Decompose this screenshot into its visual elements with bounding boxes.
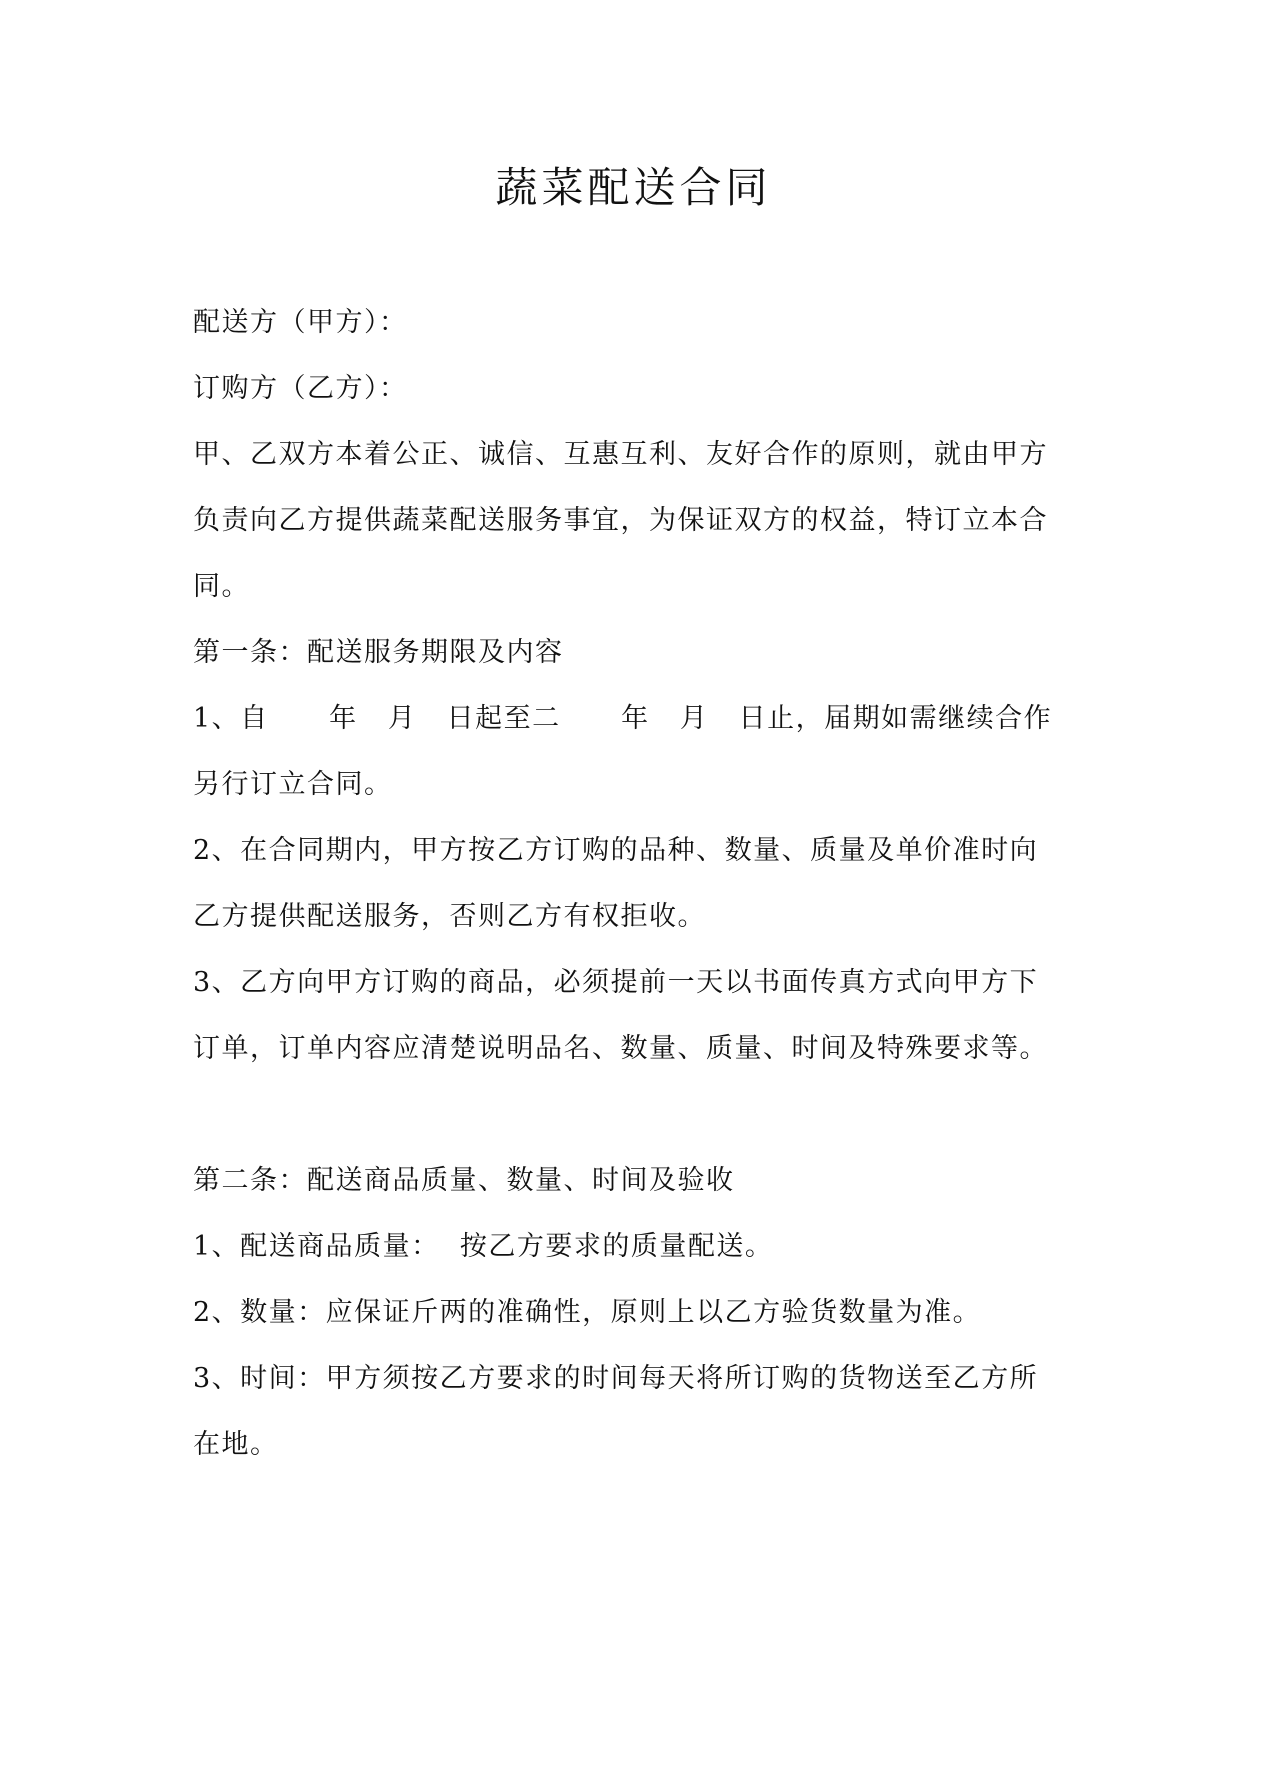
- article-1-clause-1-line-1: 1、自 年 月 日起至二 年 月 日止，届期如需继续合作: [193, 703, 1053, 734]
- party-b-line: 订购方（乙方）：: [193, 373, 408, 404]
- article-2-clause-1: 1、配送商品质量： 按乙方要求的质量配送。: [193, 1231, 774, 1262]
- article-2-clause-3-line-2: 在地。: [193, 1429, 279, 1460]
- article-1-clause-1-line-2: 另行订立合同。: [193, 769, 393, 800]
- preamble-line-2: 负责向乙方提供蔬菜配送服务事宜，为保证双方的权益，特订立本合: [193, 505, 1048, 536]
- article-1-clause-3-line-1: 3、乙方向甲方订购的商品，必须提前一天以书面传真方式向甲方下: [193, 967, 1039, 998]
- article-1-clause-2-line-1: 2、在合同期内，甲方按乙方订购的品种、数量、质量及单价准时向: [193, 835, 1039, 866]
- document-body: [193, 290, 1073, 1478]
- article-2-clause-3-line-1: 3、时间：甲方须按乙方要求的时间每天将所订购的货物送至乙方所: [193, 1363, 1039, 1394]
- document-title: 蔬菜配送合同: [495, 163, 772, 212]
- preamble-line-1: 甲、乙双方本着公正、诚信、互惠互利、友好合作的原则，就由甲方: [193, 439, 1048, 470]
- article-1-clause-3-line-2: 订单，订单内容应清楚说明品名、数量、质量、时间及特殊要求等。: [193, 1033, 1048, 1064]
- party-a-line: 配送方（甲方）：: [193, 307, 408, 338]
- preamble-line-3: 同。: [193, 571, 250, 602]
- blank-line: [193, 1082, 1073, 1148]
- article-1-heading: 第一条：配送服务期限及内容: [193, 637, 564, 668]
- article-1-clause-2-line-2: 乙方提供配送服务，否则乙方有权拒收。: [193, 901, 706, 932]
- article-2-heading: 第二条：配送商品质量、数量、时间及验收: [193, 1165, 735, 1196]
- article-2-clause-2: 2、数量：应保证斤两的准确性，原则上以乙方验货数量为准。: [193, 1297, 982, 1328]
